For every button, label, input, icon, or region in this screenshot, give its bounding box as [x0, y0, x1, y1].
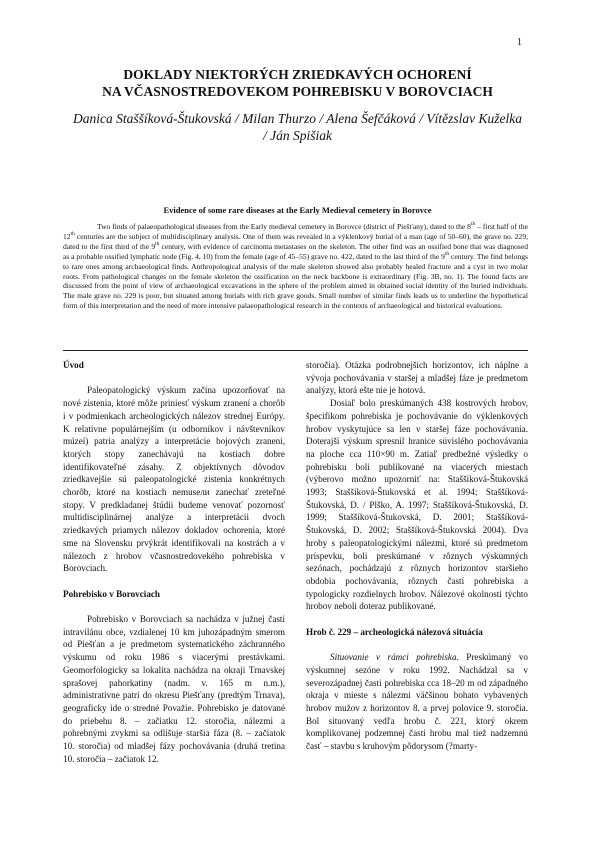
paragraph-hrob-229: Situovanie v rámci pohrebiska. Preskúmaný vo výskumnej sezóne v roku 1992. Nachádzal sa v severozápadnej časti pohrebiska cca 18–20 m od západného okraja v mieste s nálezmi väčšinou bohato vybavených hrobov mužov z horizontov 8. a prvej polovice 9. storočia. Bol situovaný vedľa hrobu č. 221, ktorý okrem komplikovanej podzemnej časti hrobu mal tiež nadzemnú časť – stavbu s kruhovým pôdorysom (?marty-	[306, 652, 528, 752]
title-line-2: NA VČASNOSTREDOVEKOM POHREBISKU V BOROVCIACH	[102, 84, 493, 99]
abstract-title: Evidence of some rare diseases at the Early Medieval cemetery in Borovce	[163, 205, 432, 215]
article-title	[60, 66, 535, 100]
paragraph-pohrebisko: Pohrebisko v Borovciach sa nachádza v južnej časti intravilánu obce, vzdialenej 10 km juhozápadným smerom od Piešťan a je predmetom systematického záchranného výskumu od roku 1986 s viacerými prestávkami. Geomorfologicky sa lokalita nachádza na okraji Trnavskej sprašovej pahorkatiny (nadm. v. 165 m n.m.), administratívne patrí do okresu Piešťany (predtým Trnava), geograficky ide o stredné Považie. Pohrebisko je datované do priebehu 8. – začiatku 12. storočia, nálezmi a pohrebnými zvykmi sa odlišuje staršia fáza (8. – začiatok 10. storočia) od mladšej fázy pochovávania (druhá tretina 10. storočia – začiatok 12.	[63, 614, 285, 764]
abstract-paragraph: Two finds of palaeopathological diseases from the Early medieval cemetery in Borovce (district of Piešťany), dated to the 8th – first half of the 12th centuries are the subject of multidisciplinary analysis. One of them was revealed in a výklenkový burial of a man (age of 50–60), the grave no. 229, dated to the first third of the 9th century, with evidence of carcinoma metastases on the skeleton. The other find was an ossified bone that was diagnosed as a probable ossified lymphatic node (Fig. 4, 10) from the female (age of 45–55) grave no. 422, dated to the last third of the 9th century. The find belongs to rare ones among archaeological finds. Anthropological analysis of the male skeleton showed also probably healed fracture and a cyst in two molar roots. From pathological changes on the female skeleton the ossification on the neck backbone is extraordinary (Fig. 3B, no. 1). The found facts are discussed from the point of view of archaeological excavations in the sphere of the problem aimed in obtained social identity of the buried individuals. The male grave no. 229 is poor, but situated among burials with rich grave goods. Small number of similar finds leads us to underline the hypothetical form of this interpretation and the need of more intensive palaeopathological research in the contexts of archaeological and historical evaluations.	[63, 221, 528, 311]
author-list	[60, 110, 535, 144]
section-divider	[63, 350, 528, 351]
subheading-situovanie: Situovanie v rámci pohrebiska	[330, 652, 457, 663]
paragraph-dosial: Dosiaľ bolo preskúmaných 438 kostrových hrobov, špecifikom pohrebiska je pochovávanie do výklenkových hrobov vyskytujúce sa len v staršej fáze pochovávania. Doterajší výskum spresnil hranice súvislého pochovávania na ploche cca 110×90 m. Zatiaľ predbežné výsledky o pohrebisku boli publikované na viacerých miestach (výberovo možno upozorniť na: Staššíková-Štukovská 1993; Staššíková-Štukovská et al. 1994; Staššíková-Štukovská, D. / Plško, A. 1997; Staššíková-Štukovská, D. 1999; Staššíková-Štukovská, D. 2001; Staššíková-Štukovská, D. 2002; Staššíková-Štukovská 2004). Dva hroby s paleopatologickými nálezmi, ktoré sú predmetom príspevku, boli preskúmané v rôznych výskumných sezónach, pochádzajú z rôznych horizontov staršieho obdobia pochovávania, rôznych častí pohrebiska a typologicky rozdielnych hrobov. Nálezové okolnosti týchto hrobov neboli doteraz publikované.	[306, 398, 528, 612]
paragraph-uvod: Paleopatologický výskum začína upozorňovať na nové zistenia, ktoré môže priniesť výskum zranení a chorôb i v podmienkach archeologických nálezov strednej Európy. K relatívne populárnejším (u odborníkov i návštevníkov múzeí) patria analýzy a interpretácie bojových zranení, ktorých stopy zanechávajú na kostiach dobre identifikovateľné zásahy. Z objektívnych dôvodov zriedkavejšie sú paleopatologické zistenia konkrétnych chorôb, ktoré na kostiach nemusели zanechať zreteľné stopy. V predkladanej štúdii budeme venovať pozornosť multidisciplinárnej analýze a interpretácii dvoch zriedkavých priamych nálezov dokladov ochorenia, ktoré sme na Slovensku prvýkrát identifikovali na kostrách a v nálezoch z hrobov včasnostredovekého pohrebiska v Borovciach.	[63, 385, 285, 574]
authors-line-2: / Ján Spišiak	[263, 128, 332, 143]
right-column	[306, 359, 528, 753]
abstract	[63, 222, 528, 311]
title-line-1: DOKLADY NIEKTORÝCH ZRIEDKAVÝCH OCHORENÍ	[123, 67, 472, 82]
page-number: 1	[517, 37, 522, 48]
paragraph-continuation: storočia). Otázka podrobnejších horizontov, ich náplne a vývoja pochovávania v staršej a mladšej fáze je predmetom analýzy, ktorá ešte nie je hotová.	[306, 360, 528, 396]
heading-pohrebisko: Pohrebisko v Borovciach	[63, 588, 161, 599]
authors-line-1: Danica Staššíková-Štukovská / Milan Thurzo / Alena Šefčáková / Vítězslav Kuželka	[73, 111, 522, 126]
heading-hrob-229: Hrob č. 229 – archeologická nálezová situácia	[306, 626, 483, 637]
left-column	[63, 359, 285, 765]
heading-uvod: Úvod	[63, 360, 84, 370]
